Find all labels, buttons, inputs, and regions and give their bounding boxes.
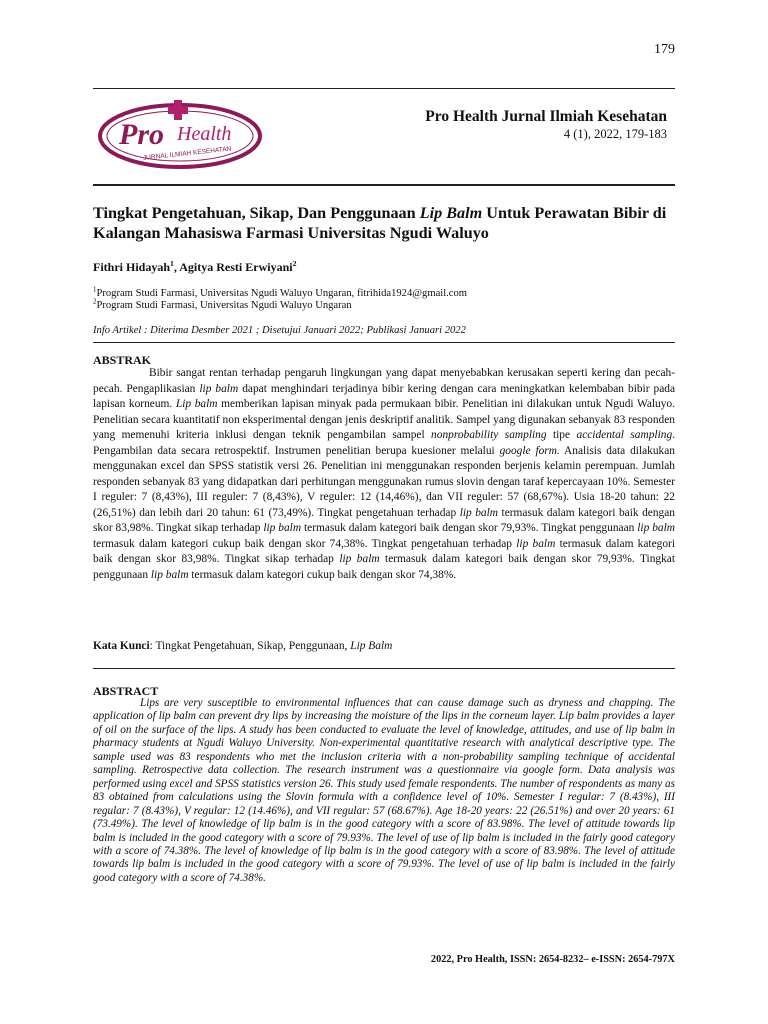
journal-name: Pro Health Jurnal Ilmiah Kesehatan — [425, 108, 667, 125]
info-rule — [93, 342, 675, 343]
header-bottom-rule — [93, 184, 675, 186]
logo-health-text: Health — [177, 123, 232, 145]
journal-logo — [97, 98, 263, 170]
affiliation-2: $^2$Program Studi Farmasi, Universitas Ngudi Waluyo Ungaran — [93, 298, 352, 311]
header-top-rule — [93, 88, 675, 89]
article-info: Info Artikel : Diterima Desmber 2021 ; Disetujui Januari 2022; Publikasi Januari 2022 — [93, 325, 466, 336]
logo-pro-text: Pro — [119, 118, 164, 151]
journal-issue: 4 (1), 2022, 179-183 — [563, 127, 667, 141]
author-list: Fithri Hidayah$^1$, Agitya Resti Erwiyani$^2$ — [93, 259, 297, 274]
keywords: Kata Kunci: Tingkat Pengetahuan, Sikap, Penggunaan, Lip Balm — [93, 640, 393, 652]
abstrak-heading: ABSTRAK — [93, 353, 152, 367]
footer-issn: 2022, Pro Health, ISSN: 2654-8232– e-ISSN: 2654-797X — [430, 954, 675, 965]
keywords-rule — [93, 668, 675, 669]
logo-sub-text: JURNAL ILMIAH KESEHATAN — [142, 145, 232, 162]
article-title: Tingkat Pengetahuan, Sikap, Dan Penggunaan Lip Balm Untuk Perawatan Bibir di Kalangan Mahasiswa Farmasi Universitas Ngudi Waluyo — [93, 204, 667, 242]
affiliation-1: $^1$Program Studi Farmasi, Universitas Ngudi Waluyo Ungaran, fitrihida1924@gmail.com — [93, 286, 468, 299]
page-number: 179 — [654, 42, 675, 57]
abstrak-body: Bibir sangat rentan terhadap pengaruh lingkungan yang dapat menyebabkan kerusakan seperti kering dan pecah-pecah. Pengaplikasian lip balm dapat menghindari terjadinya bibir kering dengan cara meningkatkan kelembaban bibir pada lapisan korneum. Lip balm memberikan lapisan minyak pada permukaan bibir. Penelitian ini dilakukan untuk Ngudi Waluyo. Penelitian secara kuantitatif non eksperimental dengan jenis deskriptif analitik. Sampel yang digunakan sebanyak 83 responden yang memenuhi kriteria inklusi dengan teknik pengambilan sampel nonprobability sampling tipe accidental sampling. Pengambilan data secara retrospektif. Instrumen penelitian berupa kuesioner melalui google form. Analisis data dilakukan menggunakan excel dan SPSS statistik versi 26. Penelitian ini menggunakan responden berjenis kelamin perempuan. Jumlah responden sebanyak 83 yang didapatkan dari perhitungan menggunakan rumus slovin dengan taraf kepercayaan 10%. Semester I reguler: 7 (8,43%), III reguler: 7 (8,43%), V reguler: 12 (14,46%), dan VII reguler: 57 (68,67%). Usia 18-20 tahun: 22 (26,51%) dan lebih dari 20 tahun: 61 (73,49%). Tingkat pengetahuan terhadap lip balm termasuk dalam kategori baik dengan skor 83,98%. Tingkat sikap terhadap lip balm termasuk dalam kategori baik dengan skor 79,93%. Tingkat penggunaan lip balm termasuk dalam kategori cukup baik dengan skor 74,38%. Tingkat pengetahuan terhadap lip balm termasuk dalam kategori baik dengan skor 83,98%. Tingkat sikap terhadap lip balm termasuk dalam kategori baik dengan skor 79,93%. Tingkat penggunaan lip balm termasuk dalam kategori cukup baik dengan skor 74,38%. — [93, 367, 676, 581]
abstract-body: Lips are very susceptible to environmental influences that can cause damage such as dryness and chapping. The application of lip balm can prevent dry lips by increasing the moisture of the lips in the corneum layer. Lip balm provides a layer of oil on the surface of the lips. A study has been conducted to evaluate the level of knowledge, attitudes, and use of lip balm in pharmacy students at Ngudi Waluyo University. Non-experimental quantitative research with analytical descriptive type. The sample used was 83 respondents who met the inclusion criteria with a non-probability sampling technique of accidental sampling. Retrospective data collection. The research instrument was a questionnaire via google form. Data analysis was performed using excel and SPSS statistics version 26. This study used female respondents. The number of respondents as many as 83 obtained from calculations using the Slovin formula with a confidence level of 10%. Semester I regular: 7 (8.43%), III regular: 7 (8.43%), V regular: 12 (14.46%), and VII regular: 57 (68.67%). Age 18-20 years: 22 (26.51%) and over 20 years: 61 (73.49%). The level of knowledge of lip balm is in the good category with a score of 83.98%. The level of attitude towards lip balm is included in the good category with a score of 79.93%. The level of use of lip balm is included in the fairly good category with a score of 74.38%. The level of knowledge of lip balm is in the good category with a score of 83.98%. The level of attitude towards lip balm is included in the good category with a score of 79.93%. The level of use of lip balm is included in the fairly good category with a score of 74.38%. — [93, 697, 675, 884]
abstract-heading: ABSTRACT — [93, 684, 159, 698]
